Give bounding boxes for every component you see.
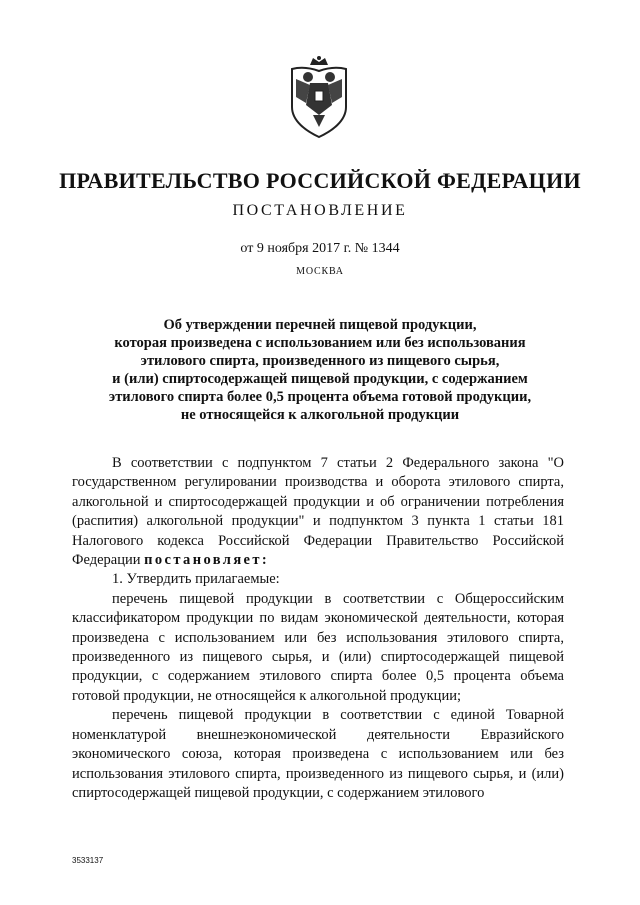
footer-document-number: 3533137 bbox=[72, 856, 104, 865]
government-title: ПРАВИТЕЛЬСТВО РОССИЙСКОЙ ФЕДЕРАЦИИ bbox=[59, 168, 581, 193]
resolves-word: постановляет: bbox=[144, 552, 270, 569]
document-body bbox=[72, 454, 564, 803]
coat-of-arms-icon bbox=[280, 55, 358, 139]
list-item-1: перечень пищевой продукции в соответствии с Общероссийским классификатором продукции по видам экономической деятельности, которая произведена с использованием или без использования этилового спирта, произведенного из пищевого сырья, и (или) спиртосодержащей пищевой продукции, с содержанием этилового спирта более 0,5 процента объема готовой продукции, не относящейся к алкогольной продукции; bbox=[72, 590, 564, 704]
city-label: МОСКВА bbox=[296, 266, 344, 277]
list-item-2: перечень пищевой продукции в соответствии с единой Товарной номенклатурой внешнеэкономической деятельности Евразийского экономического союза, которая произведена с использованием или без использования этилового спирта, произведенного из пищевого сырья, и (или) спиртосодержащей пищевой продукции, с содержанием этилового bbox=[72, 707, 564, 801]
heading-line: которая произведена с использованием или без использования bbox=[114, 335, 526, 351]
intro-text: В соответствии с подпунктом 7 статьи 2 Федерального закона "О государственном регулировании производства и оборота этилового спирта, алкогольной и спиртосодержащей продукции и об ограничении потребления (распития) алкогольной продукции" и подпунктом 3 пункта 1 статьи 181 Налогового кодекса Российской Федерации Правительство Российской Федерации bbox=[72, 455, 564, 569]
heading-line: этилового спирта, произведенного из пищевого сырья, bbox=[140, 353, 500, 369]
heading-line: Об утверждении перечней пищевой продукции, bbox=[163, 317, 477, 333]
document-type: ПОСТАНОВЛЕНИЕ bbox=[232, 202, 408, 219]
heading-line: и (или) спиртосодержащей пищевой продукции, с содержанием bbox=[112, 371, 528, 387]
intro-paragraph bbox=[72, 454, 564, 570]
heading-line: этилового спирта более 0,5 процента объема готовой продукции, bbox=[108, 389, 532, 405]
document-date-number: от 9 ноября 2017 г. № 1344 bbox=[240, 241, 400, 256]
item-1: 1. Утвердить прилагаемые: bbox=[112, 571, 280, 588]
document-heading bbox=[60, 316, 580, 424]
heading-line: не относящейся к алкогольной продукции bbox=[180, 407, 460, 423]
